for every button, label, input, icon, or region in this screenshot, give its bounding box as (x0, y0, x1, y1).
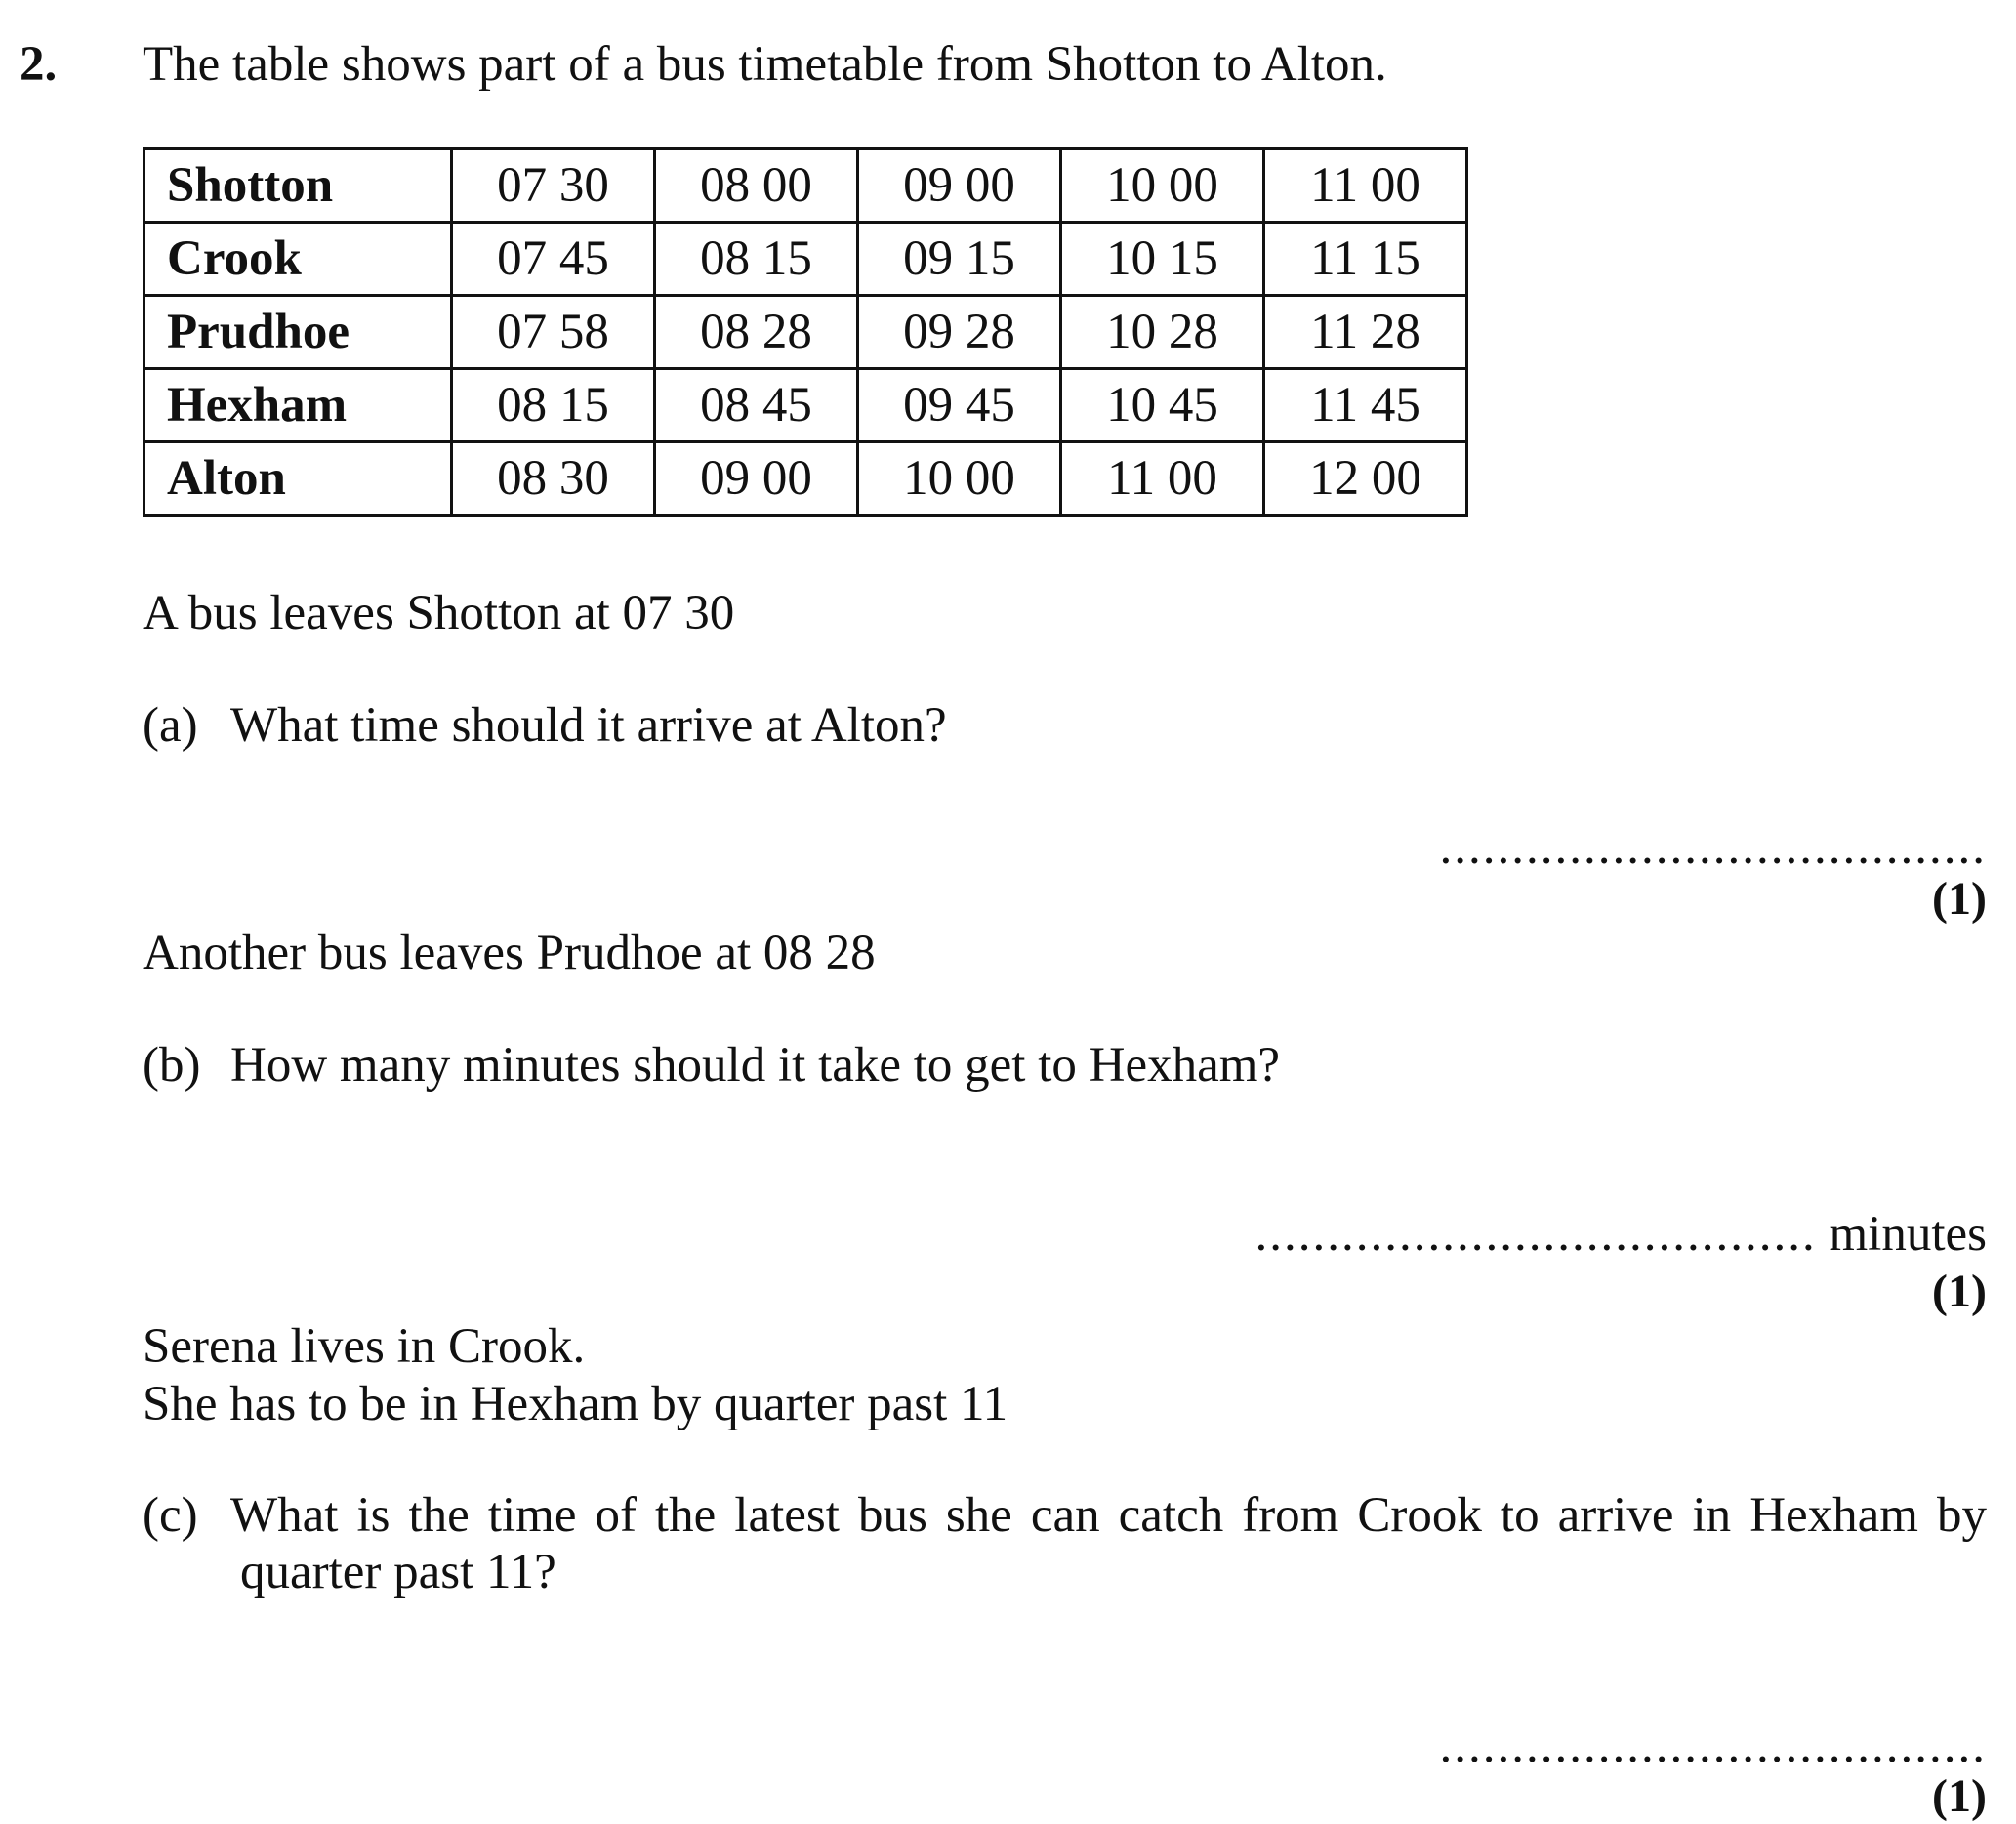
stop-name: Alton (144, 442, 452, 516)
time-cell: 11 00 (1061, 442, 1264, 516)
table-row (144, 369, 1467, 442)
stop-name: Shotton (144, 149, 452, 223)
part-c-label: (c) (143, 1488, 198, 1543)
part-b-answer-line[interactable]: ....................................... (1255, 1207, 1817, 1262)
question-number: 2. (20, 37, 58, 92)
time-cell: 09 15 (858, 223, 1061, 296)
part-a-question: What time should it arrive at Alton? (230, 698, 947, 753)
part-c-context-line2: She has to be in Hexham by quarter past 11 (143, 1377, 1008, 1431)
time-cell: 10 28 (1061, 296, 1264, 369)
time-cell: 07 30 (452, 149, 655, 223)
part-c-answer-line[interactable]: ...................................... (1439, 1719, 1987, 1773)
time-cell: 09 00 (858, 149, 1061, 223)
part-b-context: Another bus leaves Prudhoe at 08 28 (143, 926, 876, 980)
part-c-question-line1: What is the time of the latest bus she can catch from Crook to arrive in Hexham by (230, 1488, 1987, 1543)
part-c-context-line1: Serena lives in Crook. (143, 1319, 586, 1374)
time-cell: 07 58 (452, 296, 655, 369)
part-b-unit: minutes (1829, 1207, 1987, 1262)
part-b-marks: (1) (1932, 1265, 1987, 1317)
time-cell: 09 00 (655, 442, 858, 516)
stop-name: Prudhoe (144, 296, 452, 369)
time-cell: 12 00 (1264, 442, 1467, 516)
time-cell: 08 30 (452, 442, 655, 516)
time-cell: 08 28 (655, 296, 858, 369)
time-cell: 10 45 (1061, 369, 1264, 442)
time-cell: 11 45 (1264, 369, 1467, 442)
stop-name: Hexham (144, 369, 452, 442)
time-cell: 07 45 (452, 223, 655, 296)
time-cell: 10 00 (858, 442, 1061, 516)
time-cell: 09 28 (858, 296, 1061, 369)
table-row (144, 296, 1467, 369)
time-cell: 11 00 (1264, 149, 1467, 223)
part-c-question-line2: quarter past 11? (240, 1545, 556, 1599)
part-a-marks: (1) (1932, 873, 1987, 925)
part-b-question: How many minutes should it take to get to Hexham? (230, 1038, 1281, 1093)
time-cell: 08 45 (655, 369, 858, 442)
time-cell: 09 45 (858, 369, 1061, 442)
stop-name: Crook (144, 223, 452, 296)
time-cell: 11 28 (1264, 296, 1467, 369)
part-a-context: A bus leaves Shotton at 07 30 (143, 586, 735, 641)
table-row (144, 149, 1467, 223)
time-cell: 08 15 (655, 223, 858, 296)
part-b-answer-row (1255, 1205, 1988, 1264)
question-intro: The table shows part of a bus timetable from Shotton to Alton. (143, 37, 1387, 92)
time-cell: 11 15 (1264, 223, 1467, 296)
table-row (144, 442, 1467, 516)
time-cell: 10 15 (1061, 223, 1264, 296)
part-a-label: (a) (143, 698, 198, 753)
time-cell: 08 00 (655, 149, 858, 223)
bus-timetable (143, 147, 1468, 517)
part-c-marks: (1) (1932, 1770, 1987, 1822)
time-cell: 08 15 (452, 369, 655, 442)
time-cell: 10 00 (1061, 149, 1264, 223)
part-a-answer-line[interactable]: ...................................... (1439, 820, 1987, 875)
part-b-label: (b) (143, 1038, 201, 1093)
table-row (144, 223, 1467, 296)
